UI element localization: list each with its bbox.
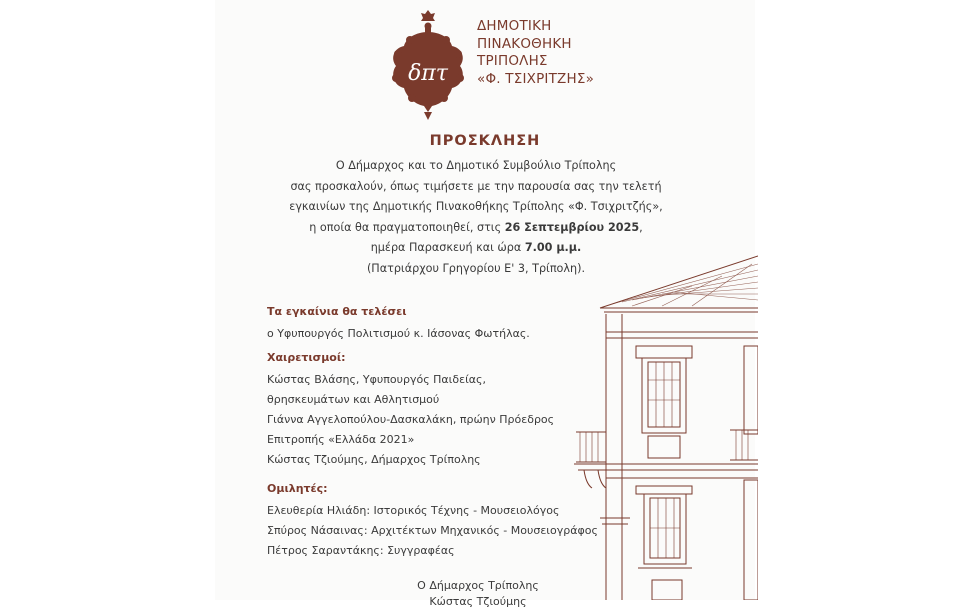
section-line: ο Υφυπουργός Πολιτισμού κ. Ιάσονας Φωτήλας. xyxy=(267,327,530,340)
section-line: Κώστας Βλάσης, Υφυπουργός Παιδείας, xyxy=(267,373,487,386)
body-text-fragment: η οποία θα πραγματοποιηθεί, στις xyxy=(309,220,505,234)
organization-line: ΠΙΝΑΚΟΘΗΚΗ xyxy=(477,35,572,52)
inauguration-section xyxy=(267,305,530,344)
body-line: σας προσκαλούν, όπως τιμήσετε με την παρουσία σας την τελετή xyxy=(290,179,662,193)
organization-name xyxy=(477,18,594,88)
signature-block xyxy=(368,578,588,610)
event-time: 7.00 μ.μ. xyxy=(524,241,582,254)
signature-line: Κώστας Τζιούμης xyxy=(429,595,527,608)
section-heading: Τα εγκαίνια θα τελέσει xyxy=(267,305,407,318)
organization-line: ΔΗΜΟΤΙΚΗ xyxy=(477,18,552,34)
event-address: (Πατριάρχου Γρηγορίου Ε' 3, Τρίπολη). xyxy=(366,261,586,275)
section-line: Γιάννα Αγγελοπούλου-Δασκαλάκη, πρώην Πρόεδρος xyxy=(267,413,555,426)
section-heading: Χαιρετισμοί: xyxy=(267,351,346,364)
organization-line: «Φ. ΤΣΙΧΡΙΤΖΗΣ» xyxy=(477,70,595,87)
body-line-date xyxy=(268,218,684,239)
section-heading: Ομιλητές: xyxy=(267,482,328,495)
section-line: Ελευθερία Ηλιάδη: Ιστορικός Τέχνης - Μουσειολόγος xyxy=(267,504,560,517)
building-illustration xyxy=(572,250,758,600)
body-text-fragment: , xyxy=(639,220,643,234)
organization-line: ΤΡΙΠΟΛΗΣ xyxy=(477,53,548,69)
body-line: εγκαινίων της Δημοτικής Πινακοθήκης Τρίπολης «Φ. Τσιχριτζής», xyxy=(289,200,663,213)
speakers-section xyxy=(267,482,598,561)
body-line: Ο Δήμαρχος και το Δημοτικό Συμβούλιο Τρίπολης xyxy=(335,159,617,172)
section-line: Επιτροπής «Ελλάδα 2021» xyxy=(267,433,415,446)
body-text-fragment: ημέρα Παρασκευή και ώρα xyxy=(370,241,525,254)
logo-monogram: δπτ xyxy=(408,61,448,86)
section-line: Σπύρος Νάσαινας: Αρχιτέκτων Μηχανικός - Μουσειογράφος xyxy=(267,524,598,537)
section-line: Κώστας Τζιούμης, Δήμαρχος Τρίπολης xyxy=(267,453,481,466)
signature-line: Ο Δήμαρχος Τρίπολης xyxy=(417,579,539,592)
event-date: 26 Σεπτεμβρίου 2025 xyxy=(504,220,640,234)
section-line: θρησκευμάτων και Αθλητισμού xyxy=(267,393,440,406)
section-line: Πέτρος Σαραντάκης: Συγγραφέας xyxy=(267,544,455,557)
invitation-title: ΠΡΟΣΚΛΗΣΗ xyxy=(429,133,541,149)
greetings-section xyxy=(267,351,554,470)
gallery-logo xyxy=(390,8,466,120)
